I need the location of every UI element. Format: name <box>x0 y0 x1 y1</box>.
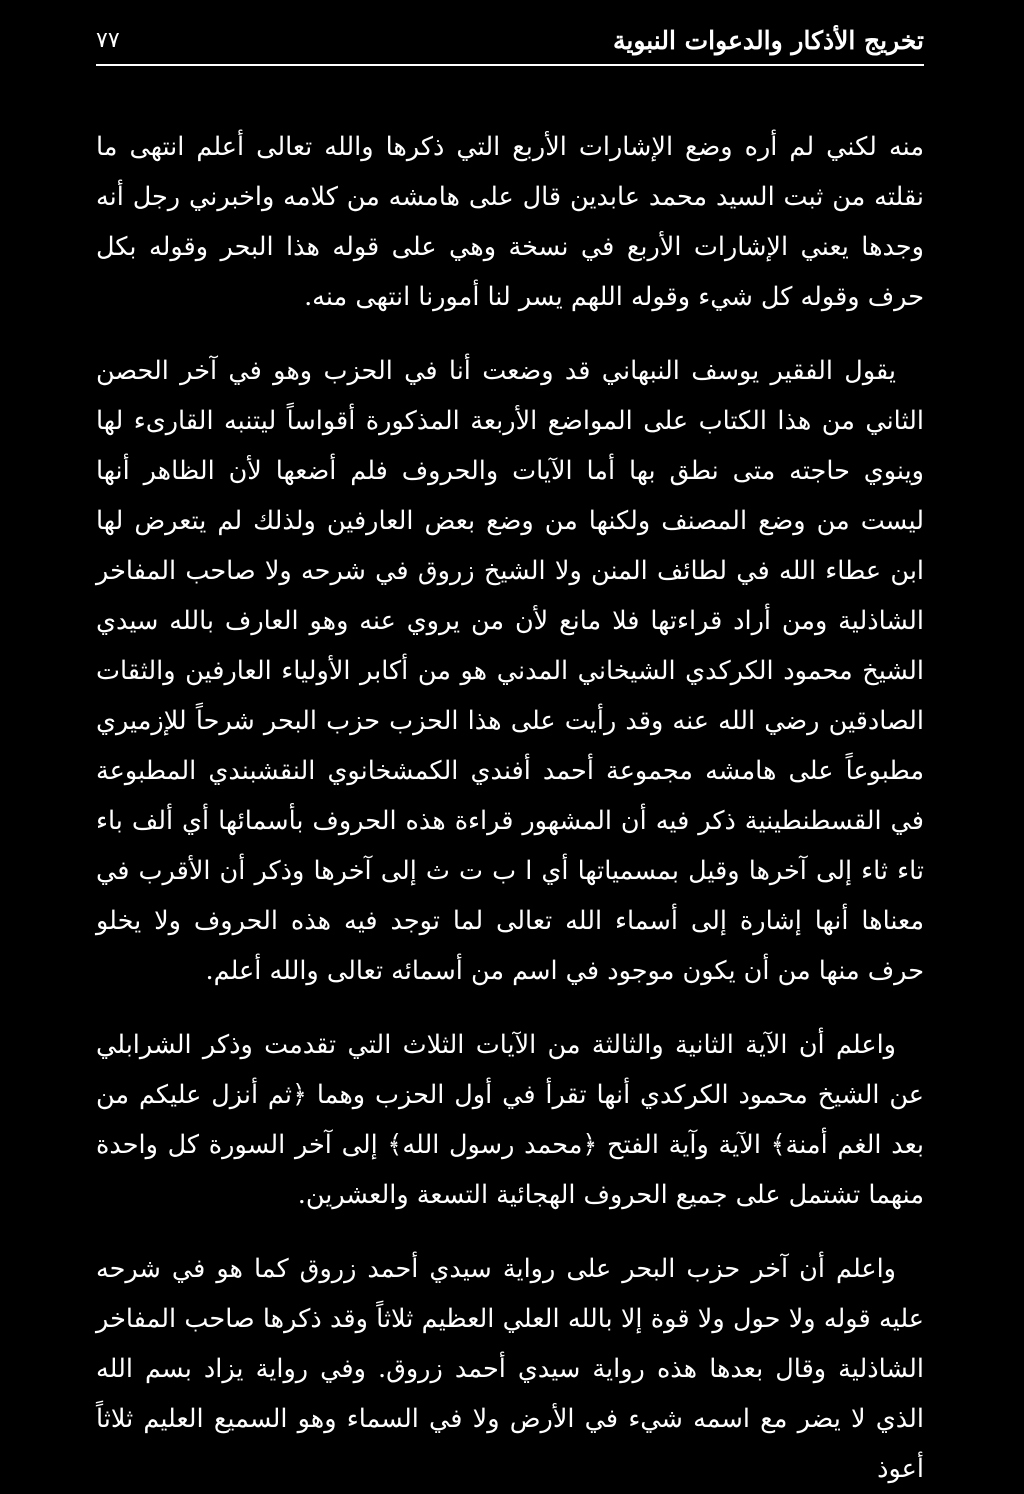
running-title: تخريج الأذكار والدعوات النبوية <box>612 26 924 55</box>
body-text <box>96 122 924 1494</box>
paragraph: منه لكني لم أره وضع الإشارات الأربع التي ذكرها والله تعالى أعلم انتهى ما نقلته من ثبت السيد محمد عابدين قال على هامشه من كلامه واخبرني رجل أنه وجدها يعني الإشارات الأربع في نسخة وهي على قوله هذا البحر وقوله بكل حرف وقوله كل شيء وقوله اللهم يسر لنا أمورنا انتهى منه. <box>96 132 924 312</box>
paragraph: واعلم أن الآية الثانية والثالثة من الآيات الثلاث التي تقدمت وذكر الشرابلي عن الشيخ محمود الكركدي أنها تقرأ في أول الحزب وهما ﴿ثم أنزل عليكم من بعد الغم أمنة﴾ الآية وآية الفتح ﴿محمد رسول الله﴾ إلى آخر السورة كل واحدة منهما تشتمل على جميع الحروف الهجائية التسعة والعشرين. <box>96 1030 924 1210</box>
paragraph: يقول الفقير يوسف النبهاني قد وضعت أنا في الحزب وهو في آخر الحصن الثاني من هذا الكتاب على المواضع الأربعة المذكورة أقواساً ليتنبه القارىء لها وينوي حاجته متى نطق بها أما الآيات والحروف فلم أضعها لأن الظاهر أنها ليست من وضع المصنف ولكنها من وضع بعض العارفين ولذلك لم يتعرض لها ابن عطاء الله في لطائف المنن ولا الشيخ زروق في شرحه ولا صاحب المفاخر الشاذلية ومن أراد قراءتها فلا مانع لأن من يروي عنه وهو العارف بالله سيدي الشيخ محمود الكركدي الشيخاني المدني هو من أكابر الأولياء العارفين والثقات الصادقين رضي الله عنه وقد رأيت على هذا الحزب حزب البحر شرحاً للإزميري مطبوعاً على هامشه مجموعة أحمد أفندي الكمشخانوي النقشبندي المطبوعة في القسطنطينية ذكر فيه أن المشهور قراءة هذه الحروف بأسمائها أي ألف باء تاء ثاء إلى آخرها وقيل بمسمياتها أي ا ب ت ث إلى آخرها وذكر أن الأقرب في معناها أنها إشارة إلى أسماء الله تعالى لما توجد فيه هذه الحروف ولا يخلو حرف منها من أن يكون موجود في اسم من أسمائه تعالى والله أعلم. <box>96 356 924 986</box>
paragraph: واعلم أن آخر حزب البحر على رواية سيدي أحمد زروق كما هو في شرحه عليه قوله ولا حول ولا قوة إلا بالله العلي العظيم ثلاثاً وقد ذكرها صاحب المفاخر الشاذلية وقال بعدها هذه رواية سيدي أحمد زروق. وفي رواية يزاد بسم الله الذي لا يضر مع اسمه شيء في الأرض ولا في السماء وهو السميع العليم ثلاثاً أعوذ <box>96 1254 924 1484</box>
page-header <box>96 26 924 64</box>
page-number: ٧٧ <box>96 28 120 53</box>
header-rule <box>96 64 924 66</box>
